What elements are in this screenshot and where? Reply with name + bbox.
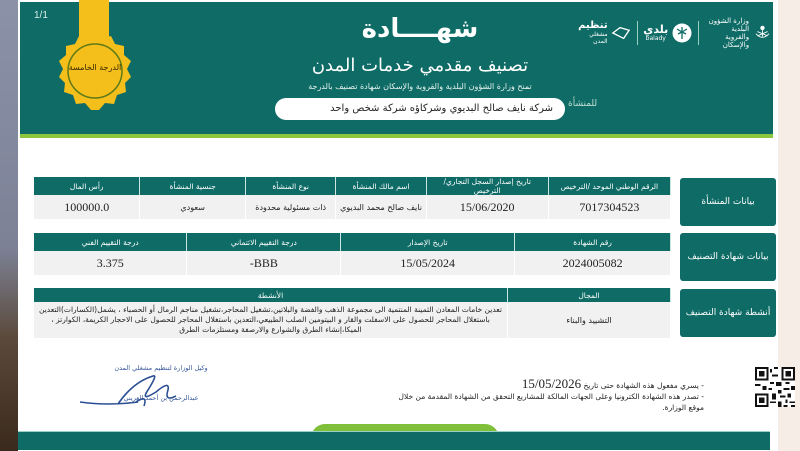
column-header: رأس المال xyxy=(34,177,140,195)
certificate-table xyxy=(34,233,671,275)
column-header: درجة التقييم الائتماني xyxy=(187,233,341,251)
registration-date: 15/06/2020 xyxy=(426,195,548,219)
certificate-header xyxy=(20,2,773,138)
certificate-title: شهــــادة xyxy=(361,14,479,44)
tanzeem-text: تنظيم xyxy=(578,20,608,31)
company-name-field: شركة نايف صالح البديوي وشركاؤه شركة شخص واحد xyxy=(275,98,565,120)
column-header: تاريخ إصدار السجل التجاري/ الترخيص xyxy=(426,177,548,195)
section-label-activities: أنشطة شهادة التصنيف xyxy=(680,289,776,337)
table-header-row xyxy=(34,288,671,302)
activities-table xyxy=(34,288,671,338)
footer-bar xyxy=(18,431,770,450)
table-row xyxy=(34,302,671,338)
nationality: سعودي xyxy=(140,195,246,219)
activity-description: تعدين خامات المعادن الثمينة المنتمية الى مجموعة الذهب والفضة والبلاتين،تشغيل المحاجر،تشغيل مناجم الرمال أو الحصباء ، يشمل(الكسارات)التعدين باستغلال المحاجر للحصول على الاسفلت والقار و البيتومين الصلب الطبيعي،التعدين باستغلال المحاجر للحصول على الاحجار الكريمة، الكوارتز ، الميكا،إنشاء الطرق والشوارع والارصفة ومستلزمات الطرق xyxy=(34,302,508,338)
national-number: 7017304523 xyxy=(548,195,670,219)
certificate-subtitle: تصنيف مقدمي خدمات المدن xyxy=(311,55,529,76)
establishment-table xyxy=(34,177,671,219)
column-header: الأنشطة xyxy=(34,288,508,302)
certificate-notes xyxy=(384,378,704,413)
table-row xyxy=(34,195,671,219)
validity-note xyxy=(384,378,704,391)
column-header: الرقم الوطني الموحد /الترخيص xyxy=(548,177,670,195)
column-header: درجة التقييم الفني xyxy=(34,233,187,251)
capital: 100000.0 xyxy=(34,195,140,219)
logo-divider xyxy=(637,21,638,45)
activity-field: التشييد والبناء xyxy=(508,302,671,338)
credit-rating: BBB- xyxy=(187,251,341,275)
column-header: رقم الشهادة xyxy=(515,233,671,251)
grade-label: الدرجة الخامسة xyxy=(68,63,122,72)
technical-rating: 3.375 xyxy=(34,251,187,275)
owner-name: نايف صالح محمد البديوي xyxy=(336,195,426,219)
tanzeem-logo xyxy=(576,21,631,45)
logo-divider xyxy=(698,21,699,45)
signatory-title: وكيل الوزارة لتنظيم مشغلي المدن xyxy=(114,364,208,372)
column-header: جنسية المنشأة xyxy=(140,177,246,195)
certificate-number: 2024005082 xyxy=(515,251,671,275)
ministry-logo xyxy=(705,17,772,49)
tanzeem-subtext: مشغلي المدن xyxy=(589,31,608,45)
column-header: المجال xyxy=(508,288,671,302)
balady-logo xyxy=(643,23,692,43)
company-label: للمنشأة xyxy=(568,99,598,109)
issue-date: 15/05/2024 xyxy=(341,251,515,275)
grade-medal-icon xyxy=(58,30,132,114)
qr-code-icon xyxy=(755,367,795,407)
section-label-certificate: بيانات شهادة التصنيف xyxy=(680,233,776,281)
column-header: تاريخ الإصدار xyxy=(341,233,515,251)
palm-tree-icon xyxy=(672,23,692,43)
table-header-row xyxy=(34,177,671,195)
signature-icon xyxy=(78,372,198,412)
signatory-name: عبدالرحمن بن أحمد العريني xyxy=(123,394,199,402)
background-edge xyxy=(0,0,20,451)
tanzeem-shape-icon xyxy=(611,25,631,41)
section-label-establishment: بيانات المنشأة xyxy=(680,178,776,226)
verification-note: - تصدر هذه الشهادة الكترونيا وعلى الجهات المالكة للمشاريع التحقق من الشهادة المقدمة من خلال موقع الوزارة. xyxy=(398,392,704,412)
validity-date: 15/05/2026 xyxy=(521,376,582,391)
ministry-line1: وزارة الشؤون البلدية xyxy=(708,17,750,33)
column-header: نوع المنشأة xyxy=(246,177,336,195)
saudi-emblem-icon xyxy=(753,20,772,46)
table-row xyxy=(34,251,671,275)
establishment-type: ذات مسئولية محدودة xyxy=(246,195,336,219)
table-header-row xyxy=(34,233,671,251)
validity-text: - يسري مفعول هذه الشهادة حتى تاريخ xyxy=(583,381,704,390)
balady-text: بلدي xyxy=(643,22,669,36)
column-header: اسم مالك المنشأة xyxy=(336,177,426,195)
certificate-page xyxy=(18,0,778,451)
ministry-line2: والقروية والإسكان xyxy=(722,33,750,49)
grant-text: تمنح وزارة الشؤون البلدية والقروية والإسكان شهادة تصنيف بالدرجة xyxy=(308,82,532,91)
page-indicator: 1/1 xyxy=(34,10,48,21)
logo-strip xyxy=(576,14,772,52)
balady-en-text: balady xyxy=(645,34,666,42)
